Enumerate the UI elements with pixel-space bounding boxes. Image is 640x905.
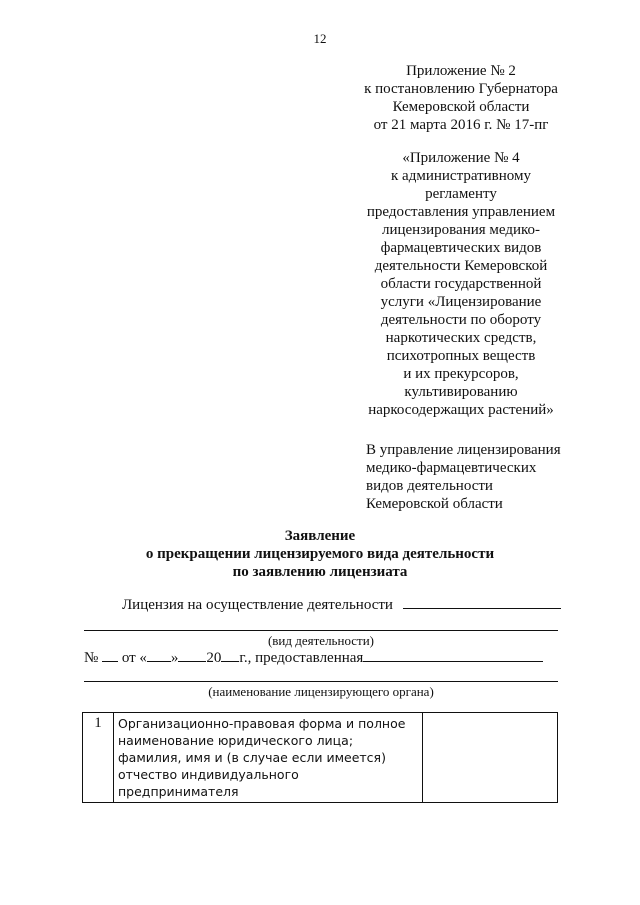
appendix-4-line: наркотических средств,: [385, 330, 537, 346]
quote-close: »: [170, 650, 179, 666]
number-sign: №: [84, 650, 99, 666]
appendix-4-line: «Приложение № 4: [402, 150, 520, 166]
title-line: Заявление: [284, 528, 356, 544]
appendix-4-line: предоставления управлением: [366, 204, 556, 220]
year-prefix: 20: [206, 650, 222, 666]
appendix-4-line: и их прекурсоров,: [403, 366, 519, 382]
appendix-4-header: [350, 149, 572, 419]
year-suffix: г., предоставленная: [239, 650, 364, 666]
appendix-4-line: лицензирования медико-: [381, 222, 541, 238]
title-line: о прекращении лицензируемого вида деятельности: [145, 546, 495, 562]
row-label-line: фамилия, имя и (в случае если имеется): [118, 750, 386, 765]
appendix-4-line: фармацевтических видов: [380, 240, 542, 256]
page-number: 12: [313, 31, 327, 46]
appendix-4-line: области государственной: [380, 276, 542, 292]
row-number: 1: [83, 713, 114, 803]
activity-rule[interactable]: [84, 630, 558, 631]
addressee-line: В управление лицензирования: [366, 442, 561, 458]
appendix-4-line: деятельности по обороту: [380, 312, 542, 328]
license-number-field[interactable]: [102, 649, 118, 662]
activity-blank-field[interactable]: [403, 596, 561, 609]
appendix-4-line: к административному: [391, 168, 531, 184]
from-label: от «: [121, 650, 147, 666]
addressee-block: [366, 441, 596, 513]
license-number-line: [84, 649, 543, 667]
appendix-2-line: Приложение № 2: [406, 63, 516, 79]
appendix-4-line: услуги «Лицензирование: [380, 294, 542, 310]
appendix-2-line: от 21 марта 2016 г. № 17-пг: [373, 117, 549, 133]
appendix-4-line: психотропных веществ: [386, 348, 536, 364]
authority-rule[interactable]: [84, 681, 558, 682]
appendix-4-line: регламенту: [425, 186, 497, 202]
appendix-2-line: к постановлению Губернатора: [364, 81, 558, 97]
addressee-line: видов деятельности: [366, 478, 493, 494]
authority-field[interactable]: [363, 649, 543, 662]
table-row: [83, 713, 558, 803]
appendix-4-line: наркосодержащих растений»: [368, 402, 554, 418]
row-label-line: Организационно-правовая форма и полное: [118, 716, 406, 731]
caption-activity: (вид деятельности): [267, 633, 375, 648]
row-label-line: отчество индивидуального предпринимателя: [118, 767, 299, 799]
day-field[interactable]: [147, 649, 171, 662]
addressee-line: медико-фармацевтических: [366, 460, 537, 476]
month-field[interactable]: [178, 649, 206, 662]
addressee-line: Кемеровской области: [366, 496, 503, 512]
license-line: [122, 596, 561, 614]
row-value-field[interactable]: [423, 713, 558, 803]
row-label-line: наименование юридического лица;: [118, 733, 354, 748]
document-title: [60, 527, 580, 581]
row-label: [114, 713, 423, 803]
appendix-4-line: деятельности Кемеровской: [374, 258, 548, 274]
title-line: по заявлению лицензиата: [232, 564, 408, 580]
license-label: Лицензия на осуществление деятельности: [122, 597, 393, 613]
appendix-4-line: культивированию: [404, 384, 518, 400]
year-field[interactable]: [221, 649, 239, 662]
appendix-2-line: Кемеровской области: [392, 99, 530, 115]
application-table: [82, 712, 558, 803]
caption-authority: (наименование лицензирующего органа): [208, 684, 434, 699]
appendix-2-header: [350, 62, 572, 134]
